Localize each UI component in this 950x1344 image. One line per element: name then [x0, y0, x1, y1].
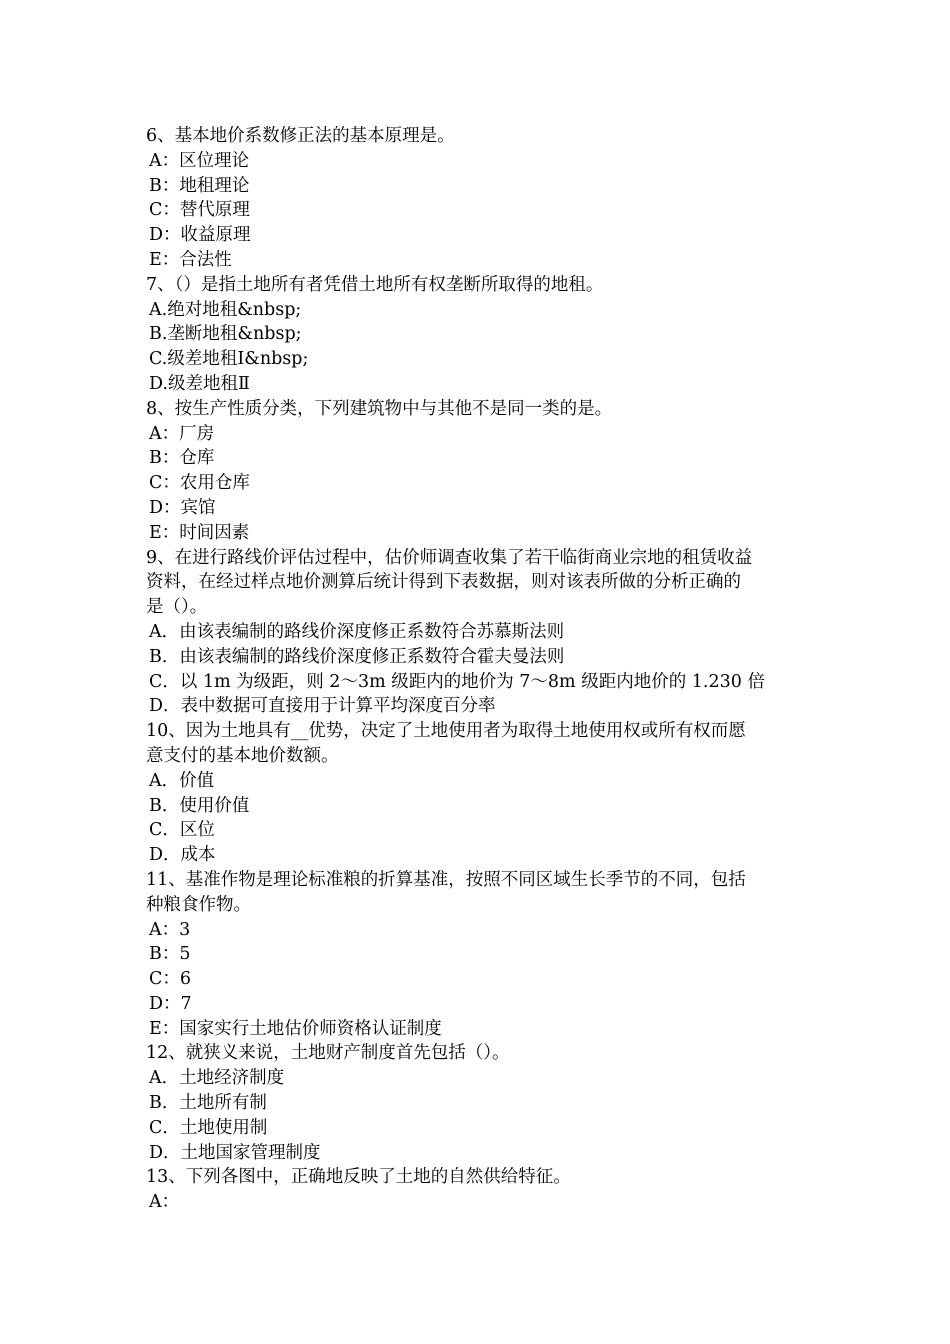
question-text-line: 12、就狭义来说，土地财产制度首先包括（）。 — [146, 1043, 510, 1064]
question-stem — [146, 546, 816, 620]
question-text-line: 6、基本地价系数修正法的基本原理是。 — [146, 126, 455, 146]
option-item: D：收益原理 — [149, 225, 251, 246]
option-item: A：厂房 — [149, 423, 215, 444]
option-item: D：7 — [149, 993, 192, 1014]
question-block — [146, 1041, 816, 1165]
question-text-line: 是（）。 — [146, 597, 208, 618]
option-item: D：宾馆 — [149, 497, 216, 518]
option-item: E：时间因素 — [149, 522, 250, 543]
question-block — [146, 868, 816, 1042]
option-item: A：区位理论 — [149, 150, 250, 171]
question-stem — [146, 1041, 816, 1066]
option-item: D．成本 — [149, 845, 216, 866]
option-item: A．由该表编制的路线价深度修正系数符合苏慕斯法则 — [149, 621, 565, 642]
option-item: C：农用仓库 — [149, 473, 250, 494]
question-text-line: 种粮食作物。 — [146, 894, 251, 915]
question-block — [146, 719, 816, 868]
option-item: B．由该表编制的路线价深度修正系数符合霍夫曼法则 — [149, 646, 565, 667]
question-text-line: 9、在进行路线价评估过程中，估价师调查收集了若干临街商业宗地的租赁收益 — [146, 547, 753, 568]
option-item: C.级差地租Ⅰ&nbsp; — [149, 349, 309, 370]
question-text-line: 11、基准作物是理论标准粮的折算基准，按照不同区域生长季节的不同，包括 — [146, 869, 746, 890]
question-block — [146, 397, 816, 546]
option-item: C：6 — [149, 969, 192, 990]
option-item: A．价值 — [149, 770, 215, 791]
question-text-line: 8、按生产性质分类，下列建筑物中与其他不是同一类的是。 — [146, 398, 613, 419]
question-stem — [146, 397, 816, 422]
option-list — [146, 620, 816, 719]
option-list — [146, 918, 816, 1042]
question-block — [146, 1165, 816, 1215]
option-item: A：3 — [149, 919, 191, 940]
question-stem — [146, 719, 816, 769]
option-item: E：国家实行土地估价师资格认证制度 — [149, 1018, 442, 1039]
option-item: B．土地所有制 — [149, 1093, 267, 1114]
question-block — [146, 124, 816, 273]
question-stem — [146, 273, 816, 298]
option-item: D．土地国家管理制度 — [149, 1142, 321, 1163]
option-list — [146, 422, 816, 546]
option-item: A.绝对地租&nbsp; — [149, 299, 302, 320]
option-item: E：合法性 — [149, 249, 232, 270]
question-list — [146, 124, 816, 1215]
question-text-line: 意支付的基本地价数额。 — [146, 745, 339, 766]
question-text-line: 13、下列各图中，正确地反映了土地的自然供给特征。 — [146, 1167, 571, 1188]
option-list — [146, 1190, 816, 1215]
option-list — [146, 149, 816, 273]
question-text-line: 资料，在经过样点地价测算后统计得到下表数据，则对该表所做的分析正确的 — [146, 572, 741, 593]
option-item: D.级差地租Ⅱ — [149, 373, 250, 394]
option-item: C．以 1m 为级距，则 2～3m 级距内的地价为 7～8m 级距内地价的 1.230 倍 — [149, 671, 765, 692]
option-item: B：地租理论 — [149, 175, 250, 196]
option-item: B.垄断地租&nbsp; — [149, 324, 302, 345]
question-block — [146, 546, 816, 720]
question-stem — [146, 124, 816, 149]
option-list — [146, 769, 816, 868]
question-text-line: 7、（）是指土地所有者凭借土地所有权垄断所取得的地租。 — [146, 274, 604, 295]
option-item: C．土地使用制 — [149, 1117, 268, 1138]
option-item: A．土地经济制度 — [149, 1068, 285, 1089]
option-item: B．使用价值 — [149, 795, 250, 816]
option-item: D．表中数据可直接用于计算平均深度百分率 — [149, 696, 496, 717]
option-list — [146, 1066, 816, 1165]
option-item: B：5 — [149, 944, 191, 965]
question-block — [146, 273, 816, 397]
option-item: C：替代原理 — [149, 200, 250, 221]
question-stem — [146, 868, 816, 918]
question-text-line: 10、因为土地具有__优势，决定了土地使用者为取得土地使用权或所有权而愿 — [146, 721, 746, 742]
option-item: A： — [149, 1192, 180, 1213]
option-list — [146, 298, 816, 397]
option-item: B：仓库 — [149, 448, 215, 469]
question-stem — [146, 1165, 816, 1190]
option-item: C．区位 — [149, 820, 215, 841]
